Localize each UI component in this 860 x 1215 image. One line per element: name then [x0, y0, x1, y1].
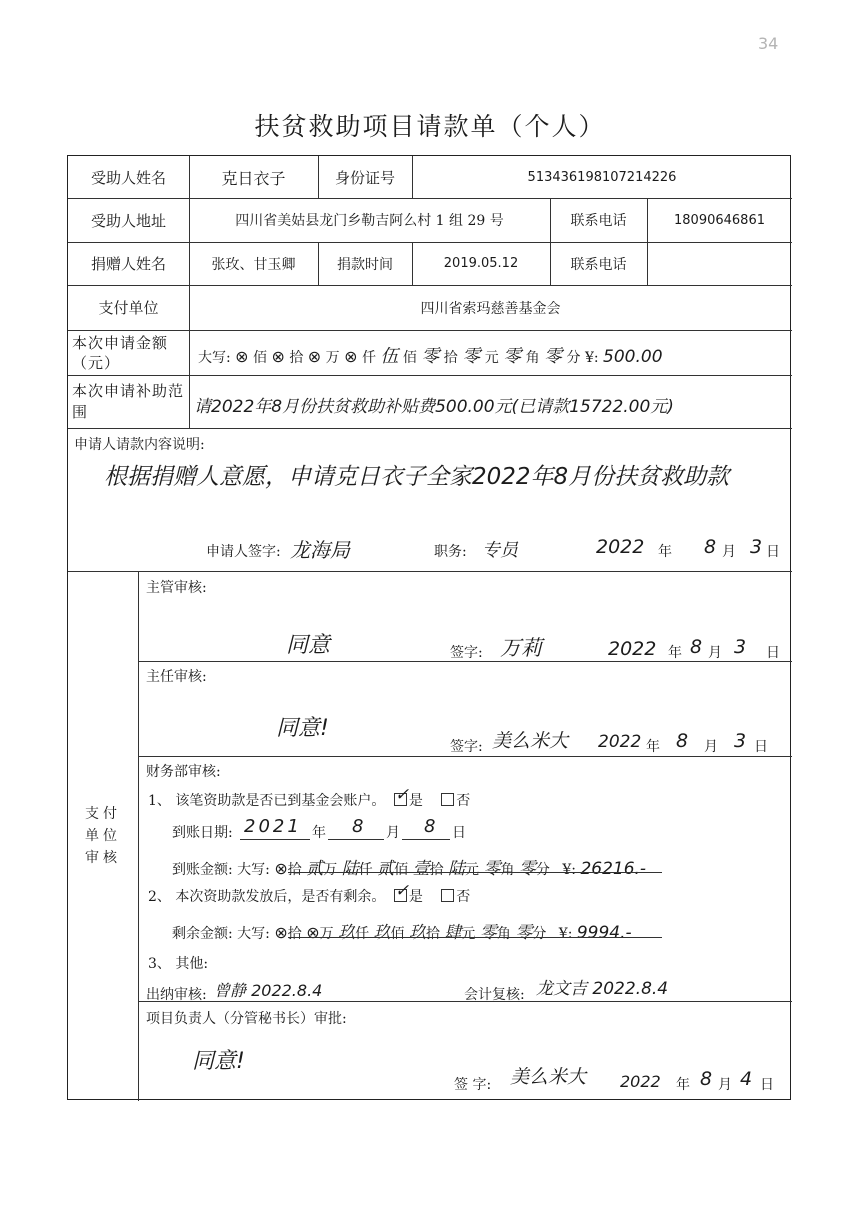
yen-sign: ¥: [584, 350, 599, 366]
director-sign-label: 签字: [450, 739, 483, 755]
remain-amount-label: 剩余金额: 大写: [172, 926, 270, 942]
applicant-sign-label: 申请人签字: [206, 544, 281, 560]
arrival-month-line [328, 839, 384, 840]
unit-bai: 佰 [253, 350, 268, 366]
row-divider [68, 571, 792, 572]
leader-opinion: 同意! [192, 1049, 245, 1074]
hand-digit: 零 [515, 923, 533, 943]
leader-signature: 美么米大 [510, 1066, 587, 1088]
hand-digit: 玖 [338, 923, 356, 943]
finance-other-label: 3、 其他: [148, 956, 209, 972]
q2-yes-checkbox[interactable] [394, 889, 407, 902]
arrival-amount-row [172, 854, 646, 879]
accounting-signature: 龙文吉 2022.8.4 [536, 979, 669, 999]
supervisor-opinion: 同意 [286, 633, 331, 658]
recipient-address-label: 受助人地址 [90, 211, 166, 230]
id-number-label: 身份证号 [334, 168, 395, 187]
supervisor-day-unit: 日 [766, 645, 780, 661]
director-signature: 美么米大 [492, 730, 569, 752]
recipient-address-value: 四川省美姑县龙门乡勒吉阿么村 1 组 29 号 [235, 213, 504, 229]
arrival-month-handwritten: 8 [352, 816, 364, 837]
unit-shi: 拾 [443, 350, 458, 366]
arrival-day-handwritten: 8 [424, 816, 436, 837]
hand-digit: ⊗ [274, 859, 288, 878]
director-year-unit: 年 [646, 739, 660, 755]
hand-amount: 500.00 [603, 347, 663, 367]
recipient-name-label: 受助人姓名 [90, 168, 166, 187]
yen-sign: ¥: [562, 862, 576, 878]
arrival-amount-line [288, 872, 662, 873]
finance-q1 [148, 790, 470, 810]
leader-day-unit: 日 [760, 1077, 774, 1093]
donation-time-label: 捐款时间 [337, 256, 393, 273]
hand-digit: 壹 [412, 859, 430, 879]
director-month-unit: 月 [704, 739, 718, 755]
unit-yuan: 元 [461, 926, 476, 942]
leader-day-handwritten: 4 [740, 1068, 753, 1090]
finance-review-label: 财务部审核: [146, 764, 221, 780]
director-month-handwritten: 8 [676, 730, 689, 752]
apply-year-handwritten: 2022 [596, 536, 645, 558]
unit-shi: 拾 [287, 862, 302, 878]
amount-label: 本次申请金额（元） [72, 333, 169, 372]
director-day-unit: 日 [754, 739, 768, 755]
unit-wan: 万 [323, 862, 338, 878]
hand-digit: ⊗ [274, 923, 288, 942]
supervisor-year-unit: 年 [668, 645, 682, 661]
director-year-handwritten: 2022 [598, 732, 642, 752]
scope-handwritten: 请2022年8月份扶贫救助补贴费500.00元(已请款15722.00元) [194, 397, 674, 417]
apply-content-label: 申请人请款内容说明: [74, 437, 205, 453]
unit-fen: 分 [566, 350, 581, 366]
unit-shi: 拾 [289, 350, 304, 366]
q2-yes-label: 是 [408, 889, 423, 905]
hand-digit: 零 [483, 859, 501, 879]
recipient-name-value: 克日衣子 [221, 168, 286, 188]
unit-fen: 分 [535, 862, 550, 878]
unit-shi: 拾 [429, 862, 444, 878]
unit-qian: 仟 [355, 926, 370, 942]
hand-digit: ⊗ [306, 923, 320, 942]
hand-digit: 玖 [373, 923, 391, 943]
hand-digit: 贰 [377, 859, 395, 879]
unit-shi: 拾 [425, 926, 440, 942]
hand-digit: 零 [421, 346, 440, 367]
q2-no-checkbox[interactable] [441, 889, 454, 902]
unit-bai: 佰 [402, 350, 417, 366]
donor-name-value: 张玫、甘玉卿 [211, 256, 296, 273]
unit-wan: 万 [325, 350, 340, 366]
scope-label: 本次申请补助范围 [72, 381, 185, 421]
donor-phone-label: 联系电话 [570, 256, 627, 273]
hand-digit: 陆 [341, 859, 359, 879]
arrival-hand-amount: 26216.- [580, 859, 647, 879]
hand-digit: ⊗ [271, 347, 285, 366]
finance-q2-text: 2、 本次资助款发放后，是否有剩余。 [148, 889, 386, 905]
q1-no-label: 否 [456, 793, 471, 809]
arrival-month-unit: 月 [386, 825, 400, 841]
hand-digit: ⊗ [307, 347, 322, 366]
hand-digit: ⊗ [235, 347, 249, 366]
supervisor-month-handwritten: 8 [690, 636, 703, 658]
yen-sign: ¥: [558, 926, 573, 942]
apply-day-unit: 日 [766, 544, 780, 560]
leader-approval-label: 项目负责人（分管秘书长）审批: [146, 1011, 347, 1027]
amount-upper-row [198, 342, 663, 368]
remain-amount-line [288, 937, 662, 938]
hand-digit: 零 [503, 346, 522, 367]
leader-year-handwritten: 2022 [620, 1072, 661, 1091]
supervisor-sign-label: 签字: [450, 645, 483, 661]
apply-month-unit: 月 [722, 544, 736, 560]
row-divider [68, 428, 792, 429]
role-handwritten: 专员 [482, 540, 518, 561]
unit-qian: 仟 [361, 350, 376, 366]
request-form-table [67, 155, 791, 1100]
payer-label: 支付单位 [98, 299, 159, 317]
supervisor-month-unit: 月 [708, 645, 722, 661]
hand-digit: 零 [462, 346, 481, 367]
unit-yuan: 元 [465, 862, 480, 878]
hand-digit: 零 [479, 923, 497, 943]
unit-fen: 分 [532, 926, 547, 942]
cashier-review-label: 出纳审核: [146, 987, 207, 1003]
apply-day-handwritten: 3 [750, 536, 763, 558]
cashier-signature: 曾静 2022.8.4 [214, 981, 323, 1000]
applicant-signature: 龙海局 [290, 538, 350, 562]
donor-name-label: 捐赠人姓名 [90, 255, 166, 273]
unit-bai: 佰 [394, 862, 409, 878]
supervisor-signature: 万莉 [500, 636, 542, 660]
hand-digit: 肆 [444, 923, 462, 943]
q1-yes-checkbox[interactable] [394, 793, 407, 806]
director-opinion: 同意! [276, 716, 329, 741]
q2-no-label: 否 [456, 889, 471, 905]
page-title: 扶贫救助项目请款单（个人） [254, 112, 606, 141]
apply-month-handwritten: 8 [704, 536, 717, 558]
arrival-amount-label: 到账金额: 大写: [172, 862, 270, 878]
arrival-day-line [402, 839, 450, 840]
leader-year-unit: 年 [676, 1077, 690, 1093]
supervisor-day-handwritten: 3 [734, 636, 747, 658]
arrival-date-label: 到账日期: [172, 825, 233, 841]
id-number-value: 513436198107214226 [527, 169, 677, 185]
q1-no-checkbox[interactable] [441, 793, 454, 806]
phone-label: 联系电话 [570, 213, 627, 229]
arrival-year-handwritten: 2021 [244, 816, 302, 837]
hand-digit: 陆 [448, 859, 466, 879]
director-day-handwritten: 3 [734, 730, 747, 752]
phone-value: 18090646861 [674, 212, 765, 228]
payer-value: 四川省索玛慈善基金会 [420, 300, 561, 317]
hand-digit: 玖 [408, 923, 426, 943]
arrival-year-line [240, 839, 310, 840]
arrival-day-unit: 日 [452, 825, 466, 841]
supervisor-year-handwritten: 2022 [608, 638, 657, 660]
payer-review-side-label [68, 571, 138, 1101]
q1-yes-label: 是 [408, 793, 423, 809]
unit-jiao: 角 [525, 350, 540, 366]
unit-yuan: 元 [484, 350, 499, 366]
arrival-year-unit: 年 [312, 825, 326, 841]
finance-q2 [148, 886, 470, 906]
hand-digit: ⊗ [344, 347, 358, 366]
unit-shi: 拾 [287, 926, 302, 942]
page-number-note: 34 [758, 34, 779, 53]
leader-month-unit: 月 [718, 1077, 732, 1093]
unit-jiao: 角 [496, 926, 511, 942]
donor-phone-value [647, 242, 792, 285]
row-divider [138, 756, 792, 757]
col-divider [138, 571, 139, 1101]
unit-wan: 万 [319, 926, 334, 942]
director-review-label: 主任审核: [146, 669, 207, 685]
hand-digit: 零 [518, 859, 536, 879]
hand-digit: 伍 [380, 346, 399, 367]
donation-time-value: 2019.05.12 [443, 256, 519, 271]
leader-month-handwritten: 8 [700, 1068, 713, 1090]
upper-case-label: 大写: [198, 350, 231, 366]
unit-jiao: 角 [500, 862, 515, 878]
payer-review-side-text: 支付单位审核 [85, 806, 121, 866]
supervisor-review-label: 主管审核: [146, 580, 207, 596]
hand-digit: 零 [544, 346, 563, 367]
hand-digit: 贰 [306, 859, 324, 879]
remain-hand-amount: 9994.- [576, 923, 632, 943]
accounting-review-label: 会计复核: [464, 987, 525, 1003]
finance-q1-text: 1、 该笔资助款是否已到基金会账户。 [148, 793, 386, 809]
leader-sign-label: 签 字: [454, 1077, 492, 1093]
unit-qian: 仟 [358, 862, 373, 878]
unit-bai: 佰 [390, 926, 405, 942]
role-label: 职务: [434, 544, 467, 560]
apply-year-unit: 年 [658, 544, 672, 560]
apply-content-handwritten: 根据捐赠人意愿，申请克日衣子全家2022年8月份扶贫救助款 [104, 464, 730, 490]
remain-amount-row [172, 918, 632, 943]
